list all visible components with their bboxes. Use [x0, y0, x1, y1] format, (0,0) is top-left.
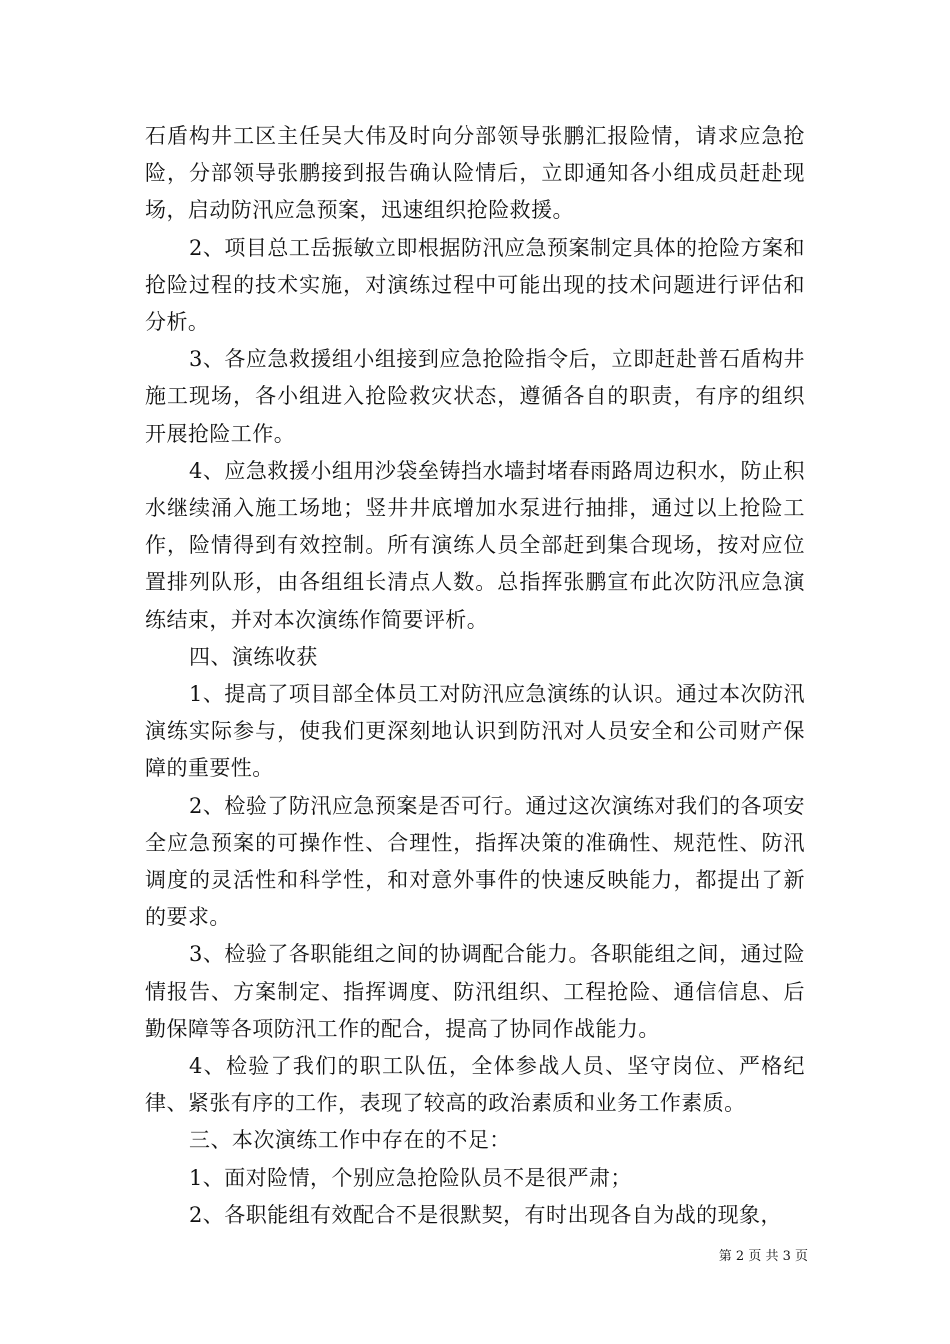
paragraph-item-2-technical-plan: 2、项目总工岳振敏立即根据防汛应急预案制定具体的抢险方案和抢险过程的技术实施，对演练过程中可能出现的技术问题进行评估和分析。	[145, 235, 805, 335]
paragraph-gain-2-plan-check: 2、检验了防汛应急预案是否可行。通过这次演练对我们的各项安全应急预案的可操作性、合理性，指挥决策的准确性、规范性、防汛调度的灵活性和科学性，和对意外事件的快速反映能力，都提出了新的要求。	[145, 793, 805, 930]
section-heading-shortcomings: 三、本次演练工作中存在的不足：	[189, 1128, 511, 1153]
paragraph-gain-1-awareness: 1、提高了项目部全体员工对防汛应急演练的认识。通过本次防汛演练实际参与，使我们更深刻地认识到防汛对人员安全和公司财产保障的重要性。	[145, 682, 805, 781]
document-body	[145, 118, 805, 1234]
paragraph-shortcoming-2: 2、各职能组有效配合不是很默契，有时出现各自为战的现象，	[189, 1202, 782, 1227]
paragraph-item-3-rescue-groups: 3、各应急救援组小组接到应急抢险指令后，立即赶赴普石盾构井施工现场，各小组进入抢险救灾状态，遵循各自的职责，有序的组织开展抢险工作。	[145, 347, 805, 446]
paragraph-gain-4-staff: 4、检验了我们的职工队伍，全体参战人员、坚守岗位、严格纪律、紧张有序的工作，表现了较高的政治素质和业务工作素质。	[145, 1054, 805, 1116]
page-number-footer: 第 2 页 共 3 页	[718, 1249, 808, 1264]
paragraph-shortcoming-1: 1、面对险情，个别应急抢险队员不是很严肃；	[189, 1165, 632, 1190]
section-heading-drill-gains: 四、演练收获	[189, 644, 318, 669]
paragraph-gain-3-coordination: 3、检验了各职能组之间的协调配合能力。各职能组之间，通过险情报告、方案制定、指挥调度、防汛组织、工程抢险、通信信息、后勤保障等各项防汛工作的配合，提高了协同作战能力。	[145, 942, 805, 1041]
paragraph-item-4-sandbag-wall: 4、应急救援小组用沙袋垒铸挡水墙封堵春雨路周边积水，防止积水继续涌入施工场地；竖井井底增加水泵进行抽排，通过以上抢险工作，险情得到有效控制。所有演练人员全部赶到集合现场，按对应位置排列队形，由各组组长清点人数。总指挥张鹏宣布此次防汛应急演练结束，并对本次演练作简要评析。	[145, 458, 805, 632]
paragraph-continuation: 石盾构井工区主任吴大伟及时向分部领导张鹏汇报险情，请求应急抢险，分部领导张鹏接到报告确认险情后，立即通知各小组成员赶赴现场，启动防汛应急预案，迅速组织抢险救援。	[145, 124, 805, 223]
